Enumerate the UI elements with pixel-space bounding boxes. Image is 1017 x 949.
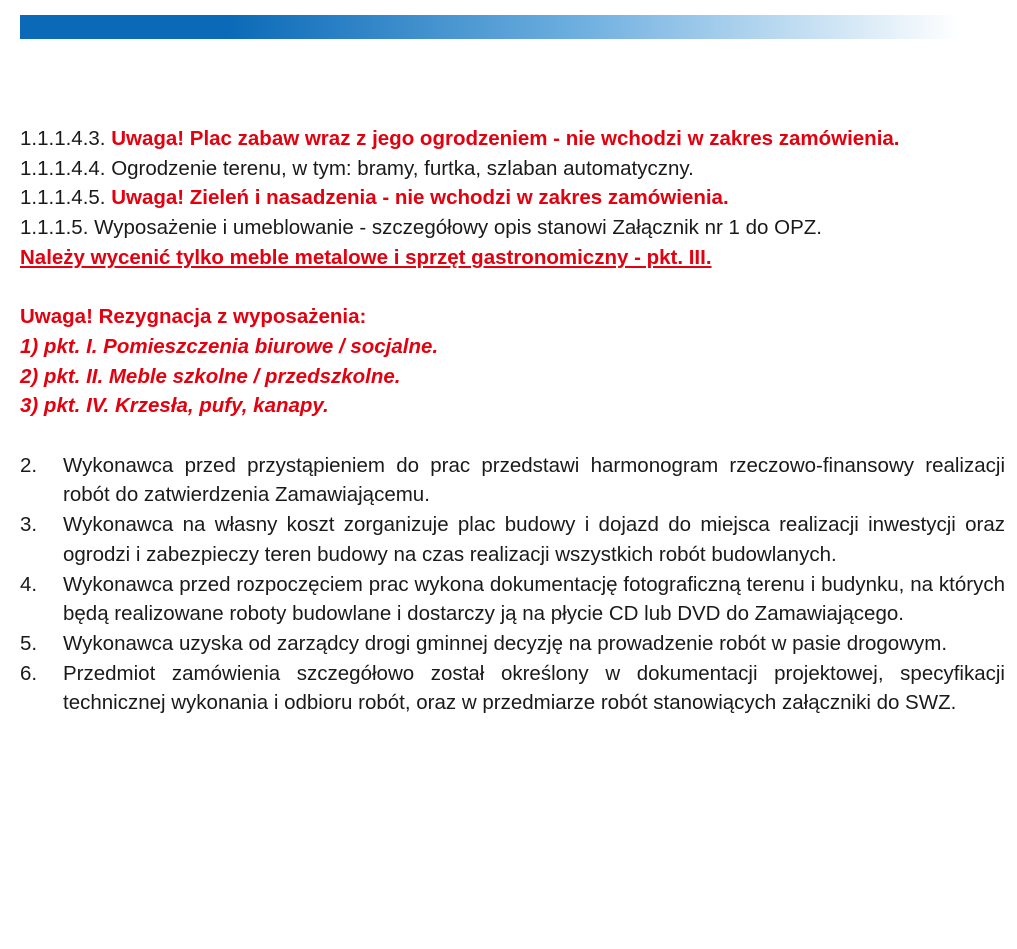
list-item-text: Wykonawca przed przystąpieniem do prac przedstawi harmonogram rzeczowo-finansowy realizacji robót do zatwierdzenia Zamawiającemu. — [63, 453, 1005, 507]
item-number: 1.1.1.5. — [20, 216, 89, 240]
item-text: Ogrodzenie terenu, w tym: bramy, furtka, szlaban automatyczny. — [111, 156, 694, 180]
list-item-text: Wykonawca przed rozpoczęciem prac wykona dokumentację fotograficzną terenu i budynku, na których będą realizowane roboty budowlane i dostarczy ją na płycie CD lub DVD do Zamawiającego. — [63, 572, 1005, 626]
list-item — [20, 629, 1005, 659]
resignation-title: Uwaga! Rezygnacja z wyposażenia: — [20, 305, 367, 329]
spacer — [20, 273, 1005, 303]
list-item-number: 6. — [20, 661, 38, 685]
list-item — [20, 510, 1005, 569]
resignation-item: 2) pkt. II. Meble szkolne / przedszkolne. — [20, 364, 401, 388]
item-1-1-1-4-4 — [20, 154, 1005, 184]
spacer — [20, 421, 1005, 451]
list-item — [20, 659, 1005, 718]
list-item — [20, 451, 1005, 510]
item-number: 1.1.1.4.4. — [20, 156, 106, 180]
list-item-number: 5. — [20, 631, 38, 655]
item-1-1-1-4-5 — [20, 183, 1005, 213]
item-1-1-1-4-3 — [20, 124, 1005, 154]
list-item-text: Wykonawca na własny koszt zorganizuje plac budowy i dojazd do miejsca realizacji inwestycji oraz ogrodzi i zabezpieczy teren budowy na czas realizacji wszystkich robót budowlanych. — [63, 513, 1005, 566]
document-body — [20, 124, 1005, 718]
list-item-number: 2. — [20, 453, 38, 477]
item-text: Wyposażenie i umeblowanie - szczegółowy opis stanowi Załącznik nr 1 do OPZ. — [94, 216, 822, 240]
list-item-text: Przedmiot zamówienia szczegółowo został określony w dokumentacji projektowej, specyfikacji technicznej wykonania i odbioru robót, oraz w przedmiarze robót stanowiących załączniki do SWZ. — [63, 661, 1005, 715]
list-item-number: 4. — [20, 572, 38, 596]
warning-text: Uwaga! Plac zabaw wraz z jego ogrodzeniem - nie wchodzi w zakres zamówienia. — [111, 127, 900, 150]
item-number: 1.1.1.4.3. — [20, 127, 106, 150]
header-gradient-bar — [20, 15, 960, 39]
numbered-list — [20, 451, 1005, 718]
item-number: 1.1.1.4.5. — [20, 186, 106, 210]
list-item-text: Wykonawca uzyska od zarządcy drogi gminnej decyzję na prowadzenie robót w pasie drogowym. — [63, 631, 948, 655]
list-item — [20, 570, 1005, 629]
item-1-1-1-5 — [20, 213, 1005, 243]
warning-text: Uwaga! Zieleń i nasadzenia - nie wchodzi w zakres zamówienia. — [111, 186, 729, 210]
pricing-note-text: Należy wycenić tylko meble metalowe i sprzęt gastronomiczny - pkt. III. — [20, 245, 712, 269]
resignation-item: 1) pkt. I. Pomieszczenia biurowe / socjalne. — [20, 334, 439, 358]
resignation-item: 3) pkt. IV. Krzesła, pufy, kanapy. — [20, 394, 329, 418]
list-item-number: 3. — [20, 513, 38, 537]
pricing-note — [20, 243, 1005, 273]
